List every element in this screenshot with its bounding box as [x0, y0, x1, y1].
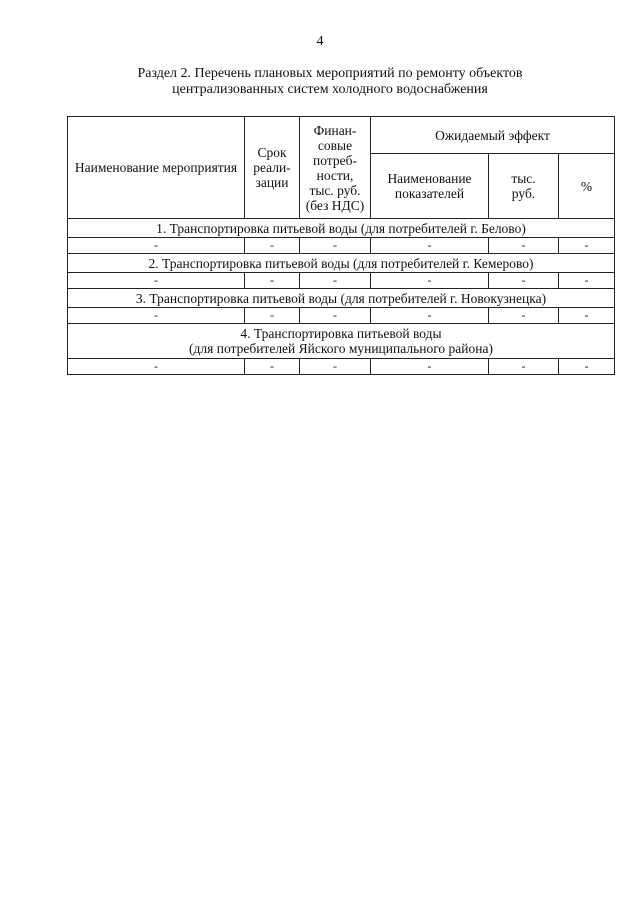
section-title [60, 66, 600, 98]
header-indicator-line: показателей [394, 186, 465, 201]
table-cell: - [245, 238, 300, 254]
header-percent: % [559, 154, 615, 219]
header-thousand-rub [489, 154, 559, 219]
header-effect: Ожидаемый эффект [371, 117, 615, 154]
table-cell: - [300, 359, 371, 375]
group-title-line: 4. Транспортировка питьевой воды [240, 326, 442, 341]
group-title: 2. Транспортировка питьевой воды (для потребителей г. Кемерово) [68, 254, 615, 273]
header-row [68, 117, 615, 154]
header-finance-line: потреб- [313, 152, 357, 168]
table-cell: - [245, 359, 300, 375]
page-number: 4 [316, 34, 324, 49]
header-finance-line: совые [317, 137, 353, 153]
table-cell: - [68, 273, 245, 289]
header-finance-line: тыс. руб. [309, 182, 361, 198]
group-title-row [68, 254, 615, 273]
plan-table [67, 116, 615, 375]
header-term-line: зации [255, 175, 289, 190]
group-title [68, 324, 615, 359]
section-title-line: Раздел 2. Перечень плановых мероприятий по ремонту объектов [137, 66, 523, 81]
group-title-row [68, 289, 615, 308]
group-title-line: (для потребителей Яйского муниципального района) [189, 341, 493, 356]
table-cell: - [559, 308, 615, 324]
header-indicator-line: Наименование [387, 171, 472, 186]
table-cell: - [300, 308, 371, 324]
header-thousand-rub-line: тыс. [511, 171, 536, 186]
table-cell: - [489, 238, 559, 254]
table-row [68, 238, 615, 254]
header-finance-line: (без НДС) [305, 197, 365, 213]
table-row [68, 359, 615, 375]
table-cell: - [300, 273, 371, 289]
table-cell: - [300, 238, 371, 254]
header-finance-line: ности, [316, 167, 354, 183]
header-thousand-rub-line: руб. [511, 186, 536, 201]
table-cell: - [68, 238, 245, 254]
table-cell: - [68, 308, 245, 324]
group-title: 1. Транспортировка питьевой воды (для потребителей г. Белово) [68, 219, 615, 238]
table-cell: - [245, 308, 300, 324]
table-cell: - [245, 273, 300, 289]
header-term [245, 117, 300, 219]
group-title-row [68, 219, 615, 238]
table-cell: - [371, 308, 489, 324]
header-finance [300, 117, 371, 219]
table-cell: - [559, 273, 615, 289]
table-cell: - [489, 273, 559, 289]
table-cell: - [559, 238, 615, 254]
header-name: Наименование мероприятия [68, 117, 245, 219]
header-term-line: Срок [257, 145, 287, 160]
table-row [68, 308, 615, 324]
section-title-line: централизованных систем холодного водоснабжения [172, 82, 488, 97]
table-cell: - [371, 359, 489, 375]
header-indicator [371, 154, 489, 219]
group-title-row [68, 324, 615, 359]
table-cell: - [371, 273, 489, 289]
group-title: 3. Транспортировка питьевой воды (для потребителей г. Новокузнецка) [68, 289, 615, 308]
table-cell: - [489, 359, 559, 375]
header-finance-line: Финан- [313, 122, 357, 138]
table-cell: - [559, 359, 615, 375]
table-cell: - [68, 359, 245, 375]
table-cell: - [371, 238, 489, 254]
table-row [68, 273, 615, 289]
header-term-line: реали- [253, 160, 291, 175]
table-cell: - [489, 308, 559, 324]
